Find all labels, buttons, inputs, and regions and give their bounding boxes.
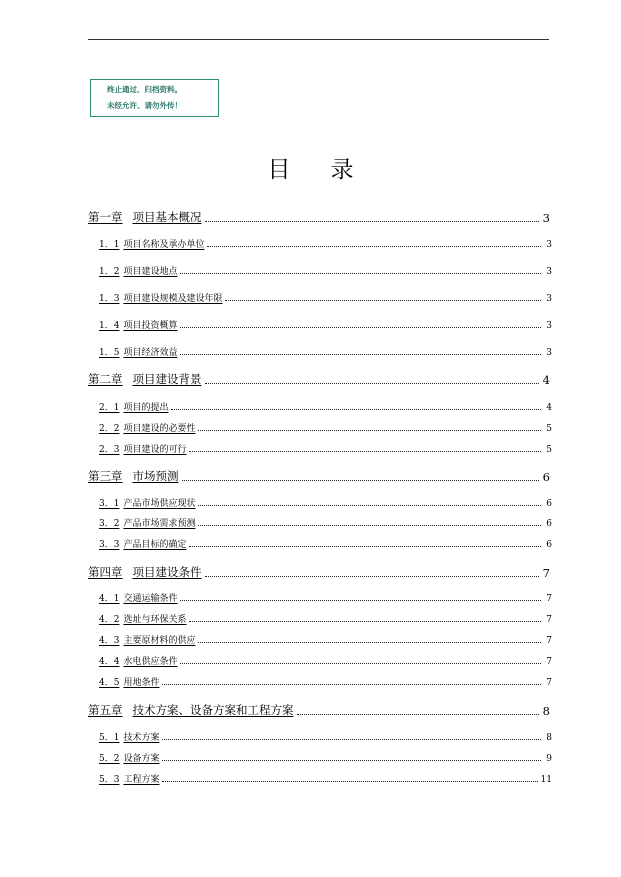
toc-entry-label[interactable] (99, 654, 177, 667)
notice-line-1: 终止通过、归档资料。 (107, 85, 182, 94)
toc-chapter-entry[interactable] (88, 209, 550, 225)
toc-section-entry[interactable] (99, 400, 552, 413)
toc-entry-number: 第四章 (88, 565, 123, 579)
toc-dot-leader (162, 684, 541, 685)
toc-dot-leader (180, 354, 541, 355)
toc-dot-leader (180, 663, 541, 664)
toc-entry-label[interactable] (99, 264, 177, 277)
toc-dot-leader (205, 221, 540, 222)
toc-entry-text: 用地条件 (123, 678, 160, 688)
toc-entry-label[interactable] (99, 400, 168, 413)
toc-entry-label[interactable] (99, 612, 186, 625)
toc-entry-number: 2．3 (99, 445, 120, 455)
toc-page-number: 3 (546, 348, 552, 358)
toc-section-entry[interactable] (99, 772, 552, 785)
toc-page-number: 8 (542, 704, 550, 718)
toc-section-entry[interactable] (99, 318, 552, 331)
toc-dot-leader (180, 327, 541, 328)
toc-entry-number: 第二章 (88, 372, 123, 386)
toc-entry-text: 项目建设的必要性 (123, 424, 196, 434)
toc-entry-number: 1．3 (99, 294, 120, 304)
toc-page-number: 7 (546, 636, 552, 646)
toc-entry-label[interactable] (99, 633, 195, 646)
toc-section-entry[interactable] (99, 264, 552, 277)
notice-box (90, 79, 219, 117)
toc-page-number: 6 (542, 470, 550, 484)
toc-page-number: 9 (546, 754, 552, 764)
toc-entry-label[interactable] (99, 751, 159, 764)
toc-dot-leader (225, 300, 541, 301)
toc-chapter-entry[interactable] (88, 564, 550, 580)
toc-entry-text: 项目名称及承办单位 (123, 240, 205, 250)
toc-entry-label[interactable] (99, 496, 195, 509)
toc-dot-leader (198, 505, 541, 506)
toc-entry-text: 项目建设规模及建设年限 (123, 294, 223, 304)
toc-section-entry[interactable] (99, 591, 552, 604)
toc-entry-label[interactable] (99, 291, 222, 304)
toc-entry-text: 交通运输条件 (123, 594, 178, 604)
toc-entry-text: 水电供应条件 (123, 657, 178, 667)
toc-dot-leader (198, 525, 541, 526)
toc-entry-text: 选址与环保关系 (123, 615, 187, 625)
toc-entry-number: 5．3 (99, 775, 120, 785)
toc-section-entry[interactable] (99, 237, 552, 250)
page-title: 目录 (267, 157, 394, 183)
toc-dot-leader (162, 781, 537, 782)
toc-entry-label[interactable] (99, 318, 177, 331)
toc-section-entry[interactable] (99, 654, 552, 667)
toc-page-number: 3 (542, 211, 550, 225)
toc-section-entry[interactable] (99, 291, 552, 304)
toc-page-number: 6 (546, 519, 552, 529)
toc-dot-leader (180, 273, 541, 274)
toc-entry-number: 4．1 (99, 594, 120, 604)
toc-entry-text: 项目建设地点 (123, 267, 178, 277)
toc-page-number: 7 (542, 566, 550, 580)
toc-section-entry[interactable] (99, 516, 552, 529)
toc-entry-label[interactable] (88, 209, 202, 225)
toc-entry-number: 4．5 (99, 678, 120, 688)
toc-entry-label[interactable] (99, 730, 159, 743)
toc-dot-leader (162, 739, 541, 740)
toc-entry-number: 2．1 (99, 403, 120, 413)
toc-entry-text: 项目投资概算 (123, 321, 178, 331)
toc-chapter-entry[interactable] (88, 468, 550, 484)
toc-page-number: 3 (546, 294, 552, 304)
toc-entry-text: 工程方案 (123, 775, 160, 785)
toc-entry-text: 项目的提出 (123, 403, 169, 413)
toc-entry-text: 产品市场需求预测 (123, 519, 196, 529)
toc-entry-label[interactable] (99, 591, 177, 604)
toc-page-number: 7 (546, 678, 552, 688)
toc-entry-number: 5．2 (99, 754, 120, 764)
toc-dot-leader (205, 383, 540, 384)
toc-dot-leader (162, 760, 541, 761)
toc-page-number: 7 (546, 657, 552, 667)
toc-entry-text: 产品目标的确定 (123, 540, 187, 550)
toc-section-entry[interactable] (99, 345, 552, 358)
toc-entry-label[interactable] (99, 537, 186, 550)
toc-page-number: 4 (542, 373, 550, 387)
toc-section-entry[interactable] (99, 675, 552, 688)
toc-page-number: 4 (546, 403, 552, 413)
notice-line-2: 未经允许、请勿外传！ (107, 101, 182, 110)
toc-entry-text: 市场预测 (132, 469, 179, 483)
toc-chapter-entry[interactable] (88, 702, 550, 718)
toc-dot-leader (207, 246, 541, 247)
toc-entry-text: 项目建设背景 (132, 372, 202, 386)
toc-entry-label[interactable] (88, 702, 294, 718)
toc-page-number: 3 (546, 321, 552, 331)
toc-entry-label[interactable] (88, 468, 179, 484)
toc-section-entry[interactable] (99, 537, 552, 550)
toc-entry-label[interactable] (99, 237, 204, 250)
toc-page-number: 5 (546, 424, 552, 434)
toc-section-entry[interactable] (99, 421, 552, 434)
toc-entry-text: 产品市场供应现状 (123, 499, 196, 509)
toc-entry-number: 第五章 (88, 703, 123, 717)
toc-page-number: 3 (546, 267, 552, 277)
toc-section-entry[interactable] (99, 612, 552, 625)
toc-entry-number: 1．5 (99, 348, 120, 358)
toc-page-number: 6 (546, 499, 552, 509)
toc-entry-number: 1．1 (99, 240, 120, 250)
toc-page-number: 11 (540, 775, 552, 785)
toc-entry-number: 3．1 (99, 499, 120, 509)
toc-entry-number: 3．3 (99, 540, 120, 550)
toc-dot-leader (198, 642, 541, 643)
toc-entry-text: 设备方案 (123, 754, 160, 764)
toc-page-number: 3 (546, 240, 552, 250)
toc-dot-leader (189, 546, 541, 547)
toc-dot-leader (180, 600, 541, 601)
toc-entry-number: 3．2 (99, 519, 120, 529)
toc-dot-leader (198, 430, 541, 431)
toc-entry-number: 4．4 (99, 657, 120, 667)
toc-entry-number: 4．2 (99, 615, 120, 625)
toc-entry-number: 第三章 (88, 469, 123, 483)
toc-dot-leader (205, 576, 540, 577)
toc-entry-label[interactable] (99, 675, 159, 688)
toc-entry-label[interactable] (99, 772, 159, 785)
toc-section-entry[interactable] (99, 730, 552, 743)
toc-dot-leader (189, 621, 541, 622)
toc-entry-label[interactable] (88, 564, 202, 580)
toc-page-number: 8 (546, 733, 552, 743)
toc-section-entry[interactable] (99, 496, 552, 509)
toc-entry-number: 5．1 (99, 733, 120, 743)
toc-page-number: 5 (546, 445, 552, 455)
toc-chapter-entry[interactable] (88, 371, 550, 387)
toc-entry-text: 项目经济效益 (123, 348, 178, 358)
toc-dot-leader (297, 714, 540, 715)
toc-dot-leader (171, 409, 541, 410)
toc-entry-number: 2．2 (99, 424, 120, 434)
toc-section-entry[interactable] (99, 633, 552, 646)
toc-dot-leader (189, 451, 541, 452)
toc-entry-label[interactable] (99, 421, 195, 434)
toc-entry-label[interactable] (99, 516, 195, 529)
header-rule (88, 39, 549, 40)
toc-entry-text: 技术方案 (123, 733, 160, 743)
toc-entry-number: 1．2 (99, 267, 120, 277)
toc-entry-label[interactable] (99, 442, 186, 455)
toc-dot-leader (182, 480, 540, 481)
toc-entry-label[interactable] (99, 345, 177, 358)
toc-entry-text: 项目建设条件 (132, 565, 202, 579)
toc-page-number: 7 (546, 594, 552, 604)
toc-entry-number: 1．4 (99, 321, 120, 331)
toc-section-entry[interactable] (99, 751, 552, 764)
toc-entry-text: 技术方案、设备方案和工程方案 (132, 703, 294, 717)
toc-entry-text: 主要原材料的供应 (123, 636, 196, 646)
toc-entry-number: 第一章 (88, 210, 123, 224)
toc-entry-text: 项目基本概况 (132, 210, 202, 224)
toc-entry-text: 项目建设的可行 (123, 445, 187, 455)
toc-section-entry[interactable] (99, 442, 552, 455)
toc-page-number: 6 (546, 540, 552, 550)
toc-entry-number: 4．3 (99, 636, 120, 646)
toc-page-number: 7 (546, 615, 552, 625)
toc-entry-label[interactable] (88, 371, 202, 387)
